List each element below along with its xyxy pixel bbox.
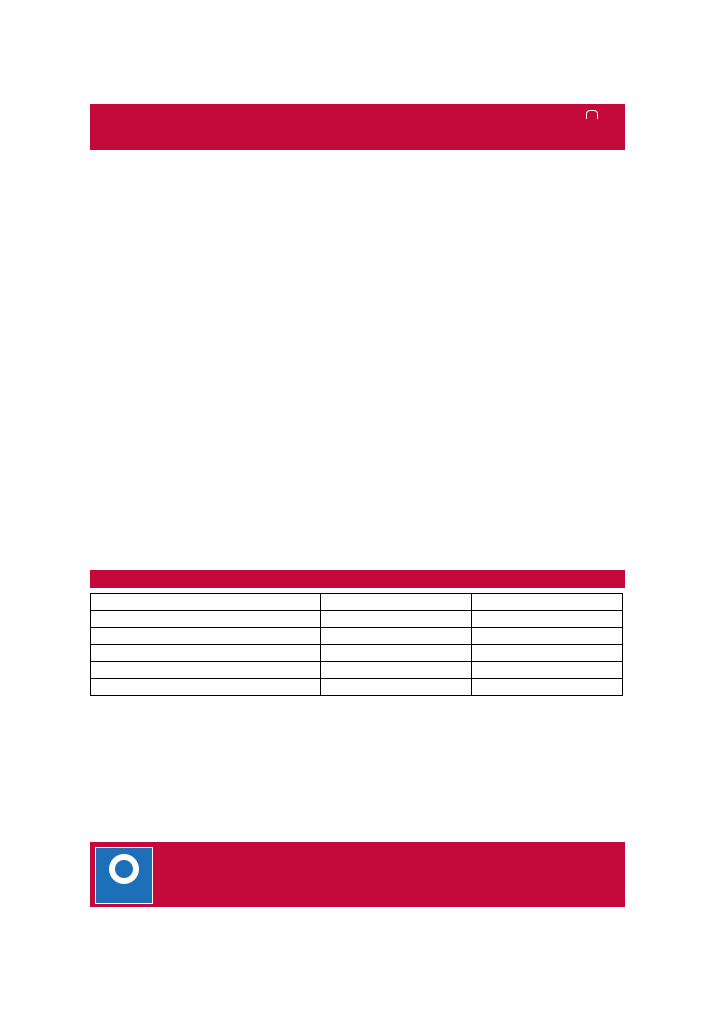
- table-row: [91, 662, 623, 679]
- row-current: [321, 662, 472, 679]
- row-label: [91, 628, 321, 645]
- table-header-potential: [472, 594, 623, 611]
- row-current: [321, 679, 472, 696]
- row-potential: [472, 645, 623, 662]
- logo-swirl-icon: [115, 860, 133, 878]
- table-header-row: [91, 594, 623, 611]
- row-potential: [472, 662, 623, 679]
- row-potential: [472, 628, 623, 645]
- row-current: [321, 645, 472, 662]
- estimates-header: [90, 570, 625, 588]
- row-label: [91, 611, 321, 628]
- table-header-current: [321, 594, 472, 611]
- table-header-blank: [91, 594, 321, 611]
- row-potential: [472, 611, 623, 628]
- sap-logo: [563, 110, 619, 144]
- row-label: [91, 662, 321, 679]
- crown-icon: [586, 110, 598, 119]
- row-current: [321, 628, 472, 645]
- row-label: [91, 645, 321, 662]
- table-row: [91, 611, 623, 628]
- energy-saving-trust-banner: [90, 842, 625, 907]
- certificate-header: [90, 104, 625, 150]
- table-row: [91, 628, 623, 645]
- row-label: [91, 679, 321, 696]
- energy-saving-trust-logo: [95, 847, 153, 904]
- estimates-table: [90, 593, 623, 696]
- row-potential: [472, 679, 623, 696]
- table-row: [91, 645, 623, 662]
- row-current: [321, 611, 472, 628]
- table-row: [91, 679, 623, 696]
